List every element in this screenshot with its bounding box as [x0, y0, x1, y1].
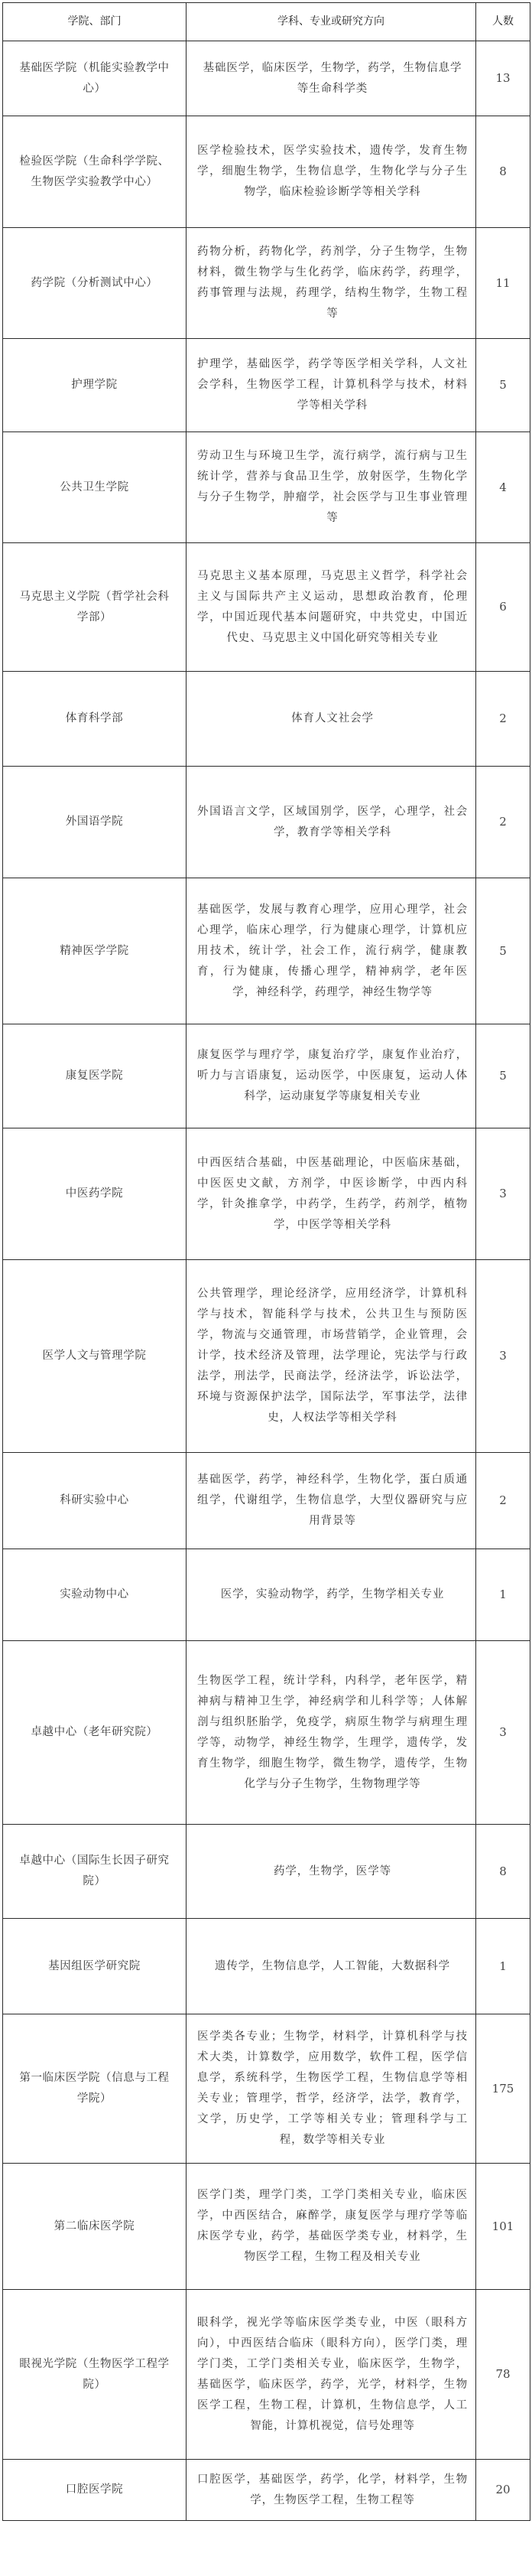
table-row: [3, 1641, 530, 1825]
count-cell: 5: [476, 1024, 530, 1128]
field-cell: 公共管理学，理论经济学，应用经济学，计算机科学与技术，智能科学与技术，公共卫生与预防医学，物流与交通管理，市场营销学，企业管理，会计学，技术经济及管理，法学理论，宪法学与行政法学，刑法学，民商法学，经济法学，诉讼法学，环境与资源保护法学，国际法学，军事法学，法律史，人权法学等相关学科: [187, 1260, 476, 1453]
table-row: [3, 2460, 530, 2521]
field-cell: 基础医学，临床医学，生物学，药学，生物信息学等生命科学类: [187, 41, 476, 116]
field-cell: 基础医学，药学，神经科学，生物化学，蛋白质通组学，代谢组学，生物信息学，大型仪器研究与应用背景等: [187, 1453, 476, 1549]
count-cell: 78: [476, 2290, 530, 2460]
count-cell: 1: [476, 1549, 530, 1641]
college-cell: 康复医学院: [3, 1024, 187, 1128]
table-row: [3, 2014, 530, 2164]
count-cell: 4: [476, 432, 530, 543]
field-cell: 中西医结合基础，中医基础理论，中医临床基础，中医医史文献，方剂学，中医诊断学，中西内科学，针灸推拿学，中药学，生药学，药剂学，植物学，中医学等相关学科: [187, 1128, 476, 1260]
header-row: [3, 3, 530, 41]
table-row: [3, 543, 530, 672]
table-row: [3, 228, 530, 339]
field-cell: 劳动卫生与环境卫生学，流行病学，流行病与卫生统计学，营养与食品卫生学，放射医学，生物化学与分子生物学，肿瘤学，社会医学与卫生事业管理等: [187, 432, 476, 543]
field-cell: 遗传学，生物信息学，人工智能，大数据科学: [187, 1919, 476, 2014]
count-cell: 3: [476, 1260, 530, 1453]
table-row: [3, 1024, 530, 1128]
field-cell: 药学，生物学，医学等: [187, 1825, 476, 1919]
table-row: [3, 339, 530, 432]
count-cell: 8: [476, 116, 530, 228]
count-cell: 20: [476, 2460, 530, 2521]
table-row: [3, 432, 530, 543]
count-cell: 5: [476, 339, 530, 432]
college-cell: 药学院（分析测试中心）: [3, 228, 187, 339]
field-cell: 医学，实验动物学，药学，生物学相关专业: [187, 1549, 476, 1641]
field-cell: 体育人文社会学: [187, 672, 476, 767]
count-cell: 3: [476, 1641, 530, 1825]
count-cell: 175: [476, 2014, 530, 2164]
header-college: 学院、部门: [3, 3, 187, 41]
field-cell: 马克思主义基本原理，马克思主义哲学，科学社会主义与国际共产主义运动，思想政治教育，伦理学，中国近现代基本问题研究，中共党史，中国近代史、马克思主义中国化研究等相关专业: [187, 543, 476, 672]
college-cell: 医学人文与管理学院: [3, 1260, 187, 1453]
table-row: [3, 1453, 530, 1549]
college-cell: 马克思主义学院（哲学社会科学部）: [3, 543, 187, 672]
table-row: [3, 767, 530, 878]
table-row: [3, 1825, 530, 1919]
college-cell: 公共卫生学院: [3, 432, 187, 543]
college-cell: 体育科学部: [3, 672, 187, 767]
table-row: [3, 116, 530, 228]
table-row: [3, 672, 530, 767]
table-row: [3, 1549, 530, 1641]
field-cell: 外国语言文学，区域国别学，医学，心理学，社会学，教育学等相关学科: [187, 767, 476, 878]
field-cell: 基础医学，发展与教育心理学，应用心理学，社会心理学，临床心理学，行为健康心理学，计算机应用技术，统计学，社会工作，流行病学，健康教育，行为健康，传播心理学，精神病学，老年医学，神经科学，药理学，神经生物学等: [187, 878, 476, 1024]
table-row: [3, 41, 530, 116]
college-cell: 眼视光学院（生物医学工程学院）: [3, 2290, 187, 2460]
count-cell: 6: [476, 543, 530, 672]
count-cell: 2: [476, 672, 530, 767]
count-cell: 1: [476, 1919, 530, 2014]
field-cell: 眼科学，视光学等临床医学类专业，中医（眼科方向），中西医结合临床（眼科方向），医学门类，理学门类，工学门类相关专业，临床医学，生物学，基础医学，临床医学，药学，光学，材料学，生物医学工程，生物工程，计算机，生物信息学，人工智能，计算机视觉，信号处理等: [187, 2290, 476, 2460]
count-cell: 2: [476, 767, 530, 878]
table-row: [3, 2164, 530, 2290]
college-cell: 科研实验中心: [3, 1453, 187, 1549]
table-row: [3, 2290, 530, 2460]
college-cell: 精神医学学院: [3, 878, 187, 1024]
college-cell: 基因组医学研究院: [3, 1919, 187, 2014]
field-cell: 康复医学与理疗学，康复治疗学，康复作业治疗，听力与言语康复，运动医学，中医康复，运动人体科学，运动康复学等康复相关专业: [187, 1024, 476, 1128]
college-cell: 基础医学院（机能实验教学中心）: [3, 41, 187, 116]
college-cell: 中医药学院: [3, 1128, 187, 1260]
header-count: 人数: [476, 3, 530, 41]
table-row: [3, 1919, 530, 2014]
college-cell: 卓越中心（国际生长因子研究院）: [3, 1825, 187, 1919]
field-cell: 医学门类，理学门类，工学门类相关专业，临床医学，中西医结合，麻醉学，康复医学与理疗学等临床医学专业，药学，基础医学类专业，材料学，生物医学工程，生物工程及相关专业: [187, 2164, 476, 2290]
field-cell: 医学检验技术，医学实验技术，遗传学，发育生物学，细胞生物学，生物信息学，生物化学与分子生物学，临床检验诊断学等相关学科: [187, 116, 476, 228]
field-cell: 口腔医学，基础医学，药学，化学，材料学，生物学，生物医学工程，生物工程等: [187, 2460, 476, 2521]
college-cell: 检验医学院（生命科学学院、生物医学实验教学中心）: [3, 116, 187, 228]
field-cell: 生物医学工程，统计学科，内科学，老年医学，精神病与精神卫生学，神经病学和儿科学等；人体解剖与组织胚胎学，免疫学，病原生物学与病理生理学等，动物学，神经生物学，生理学，遗传学，发育生物学，细胞生物学，微生物学，遗传学，生物化学与分子生物学，生物物理学等: [187, 1641, 476, 1825]
count-cell: 101: [476, 2164, 530, 2290]
college-cell: 外国语学院: [3, 767, 187, 878]
college-cell: 卓越中心（老年研究院）: [3, 1641, 187, 1825]
count-cell: 3: [476, 1128, 530, 1260]
count-cell: 5: [476, 878, 530, 1024]
table-row: [3, 878, 530, 1024]
college-cell: 口腔医学院: [3, 2460, 187, 2521]
college-cell: 护理学院: [3, 339, 187, 432]
college-cell: 实验动物中心: [3, 1549, 187, 1641]
table-row: [3, 1260, 530, 1453]
field-cell: 护理学，基础医学，药学等医学相关学科，人文社会学科，生物医学工程，计算机科学与技术，材料学等相关学科: [187, 339, 476, 432]
count-cell: 2: [476, 1453, 530, 1549]
count-cell: 11: [476, 228, 530, 339]
field-cell: 药物分析，药物化学，药剂学，分子生物学，生物材料，微生物学与生化药学，临床药学，药理学，药事管理与法规，药理学，结构生物学，生物工程等: [187, 228, 476, 339]
header-field: 学科、专业或研究方向: [187, 3, 476, 41]
count-cell: 13: [476, 41, 530, 116]
college-cell: 第二临床医学院: [3, 2164, 187, 2290]
table-row: [3, 1128, 530, 1260]
college-cell: 第一临床医学院（信息与工程学院）: [3, 2014, 187, 2164]
recruitment-table: [2, 2, 530, 2521]
field-cell: 医学类各专业；生物学，材料学，计算机科学与技术大类，计算数学，应用数学，软件工程，医学信息学，系统科学，生物医学工程，生物信息学等相关专业；管理学，哲学，经济学，法学，教育学，文学，历史学，工学等相关专业；管理科学与工程，数学等相关专业: [187, 2014, 476, 2164]
count-cell: 8: [476, 1825, 530, 1919]
